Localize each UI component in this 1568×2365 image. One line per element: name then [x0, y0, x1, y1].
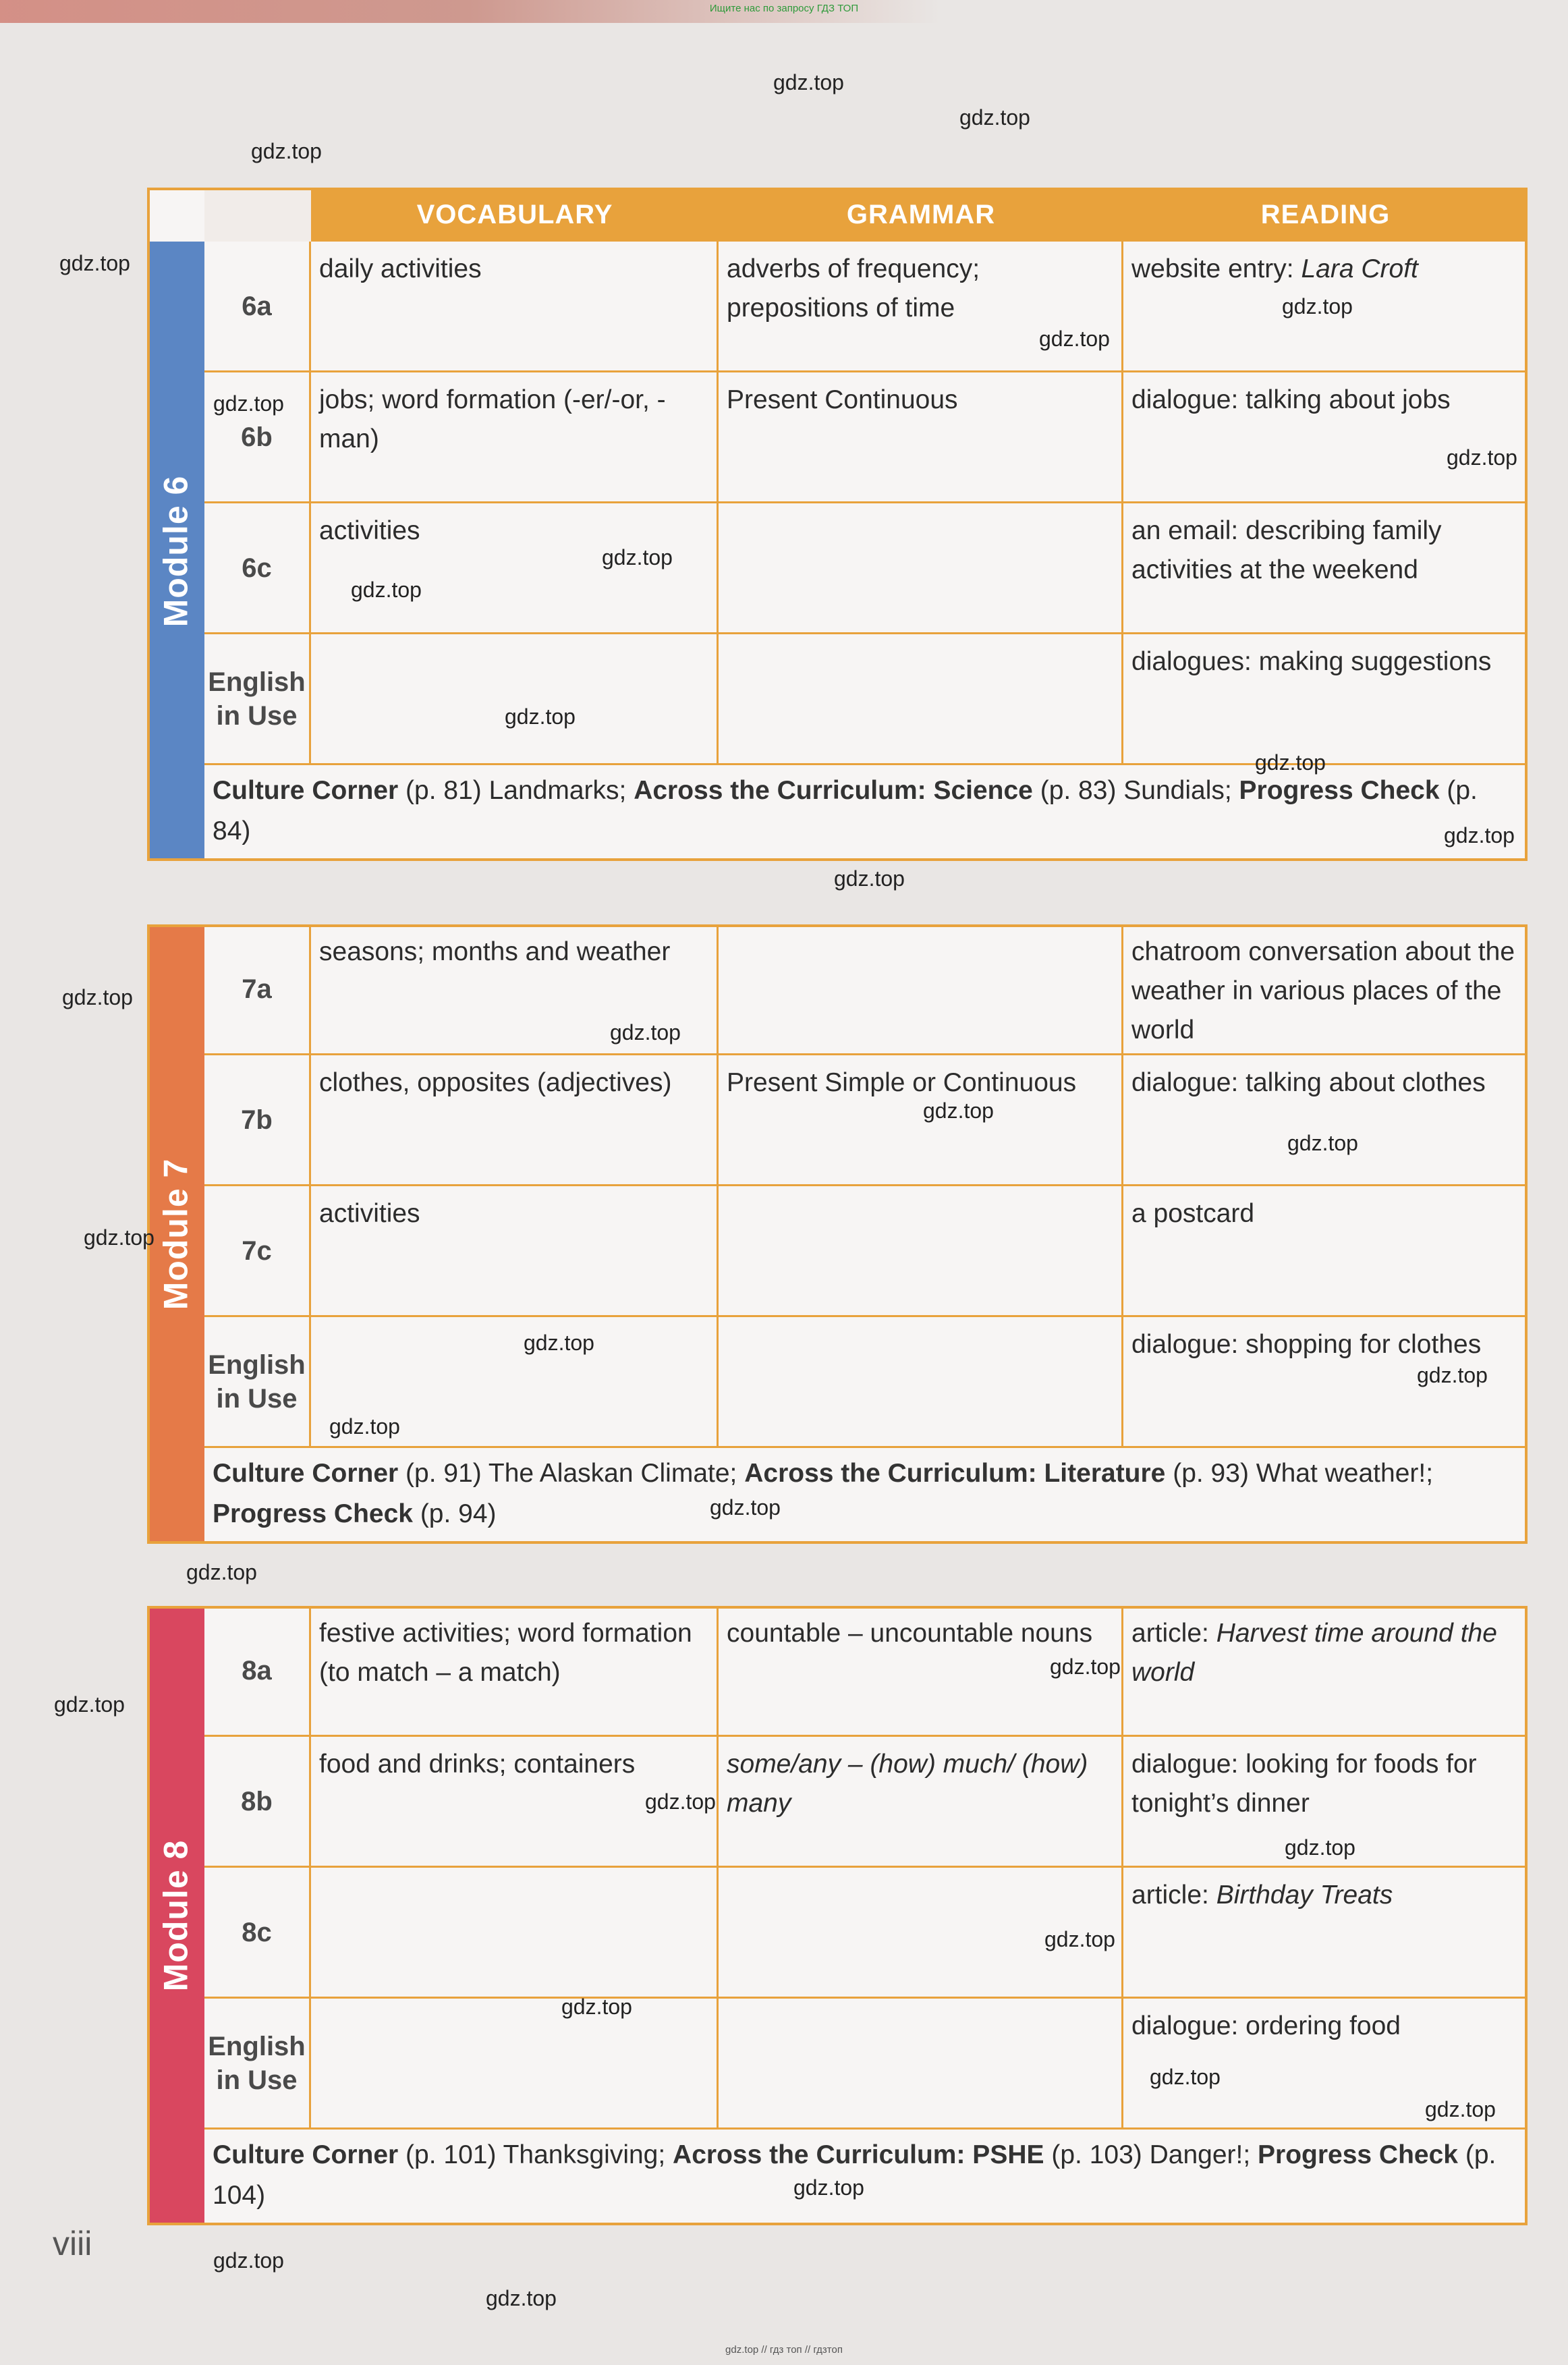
- table-row: [204, 1999, 1528, 2130]
- module-8-block: [147, 1606, 1528, 2225]
- watermark: gdz.top: [505, 704, 576, 729]
- progress-check-text: (p. 104): [213, 2140, 1496, 2210]
- module-6-tab: [147, 242, 204, 861]
- module-7-block: [147, 924, 1528, 1544]
- curriculum-label: Across the Curriculum: PSHE: [673, 2140, 1044, 2169]
- culture-label: Culture Corner: [213, 776, 399, 805]
- vocabulary-cell: activities: [311, 1186, 719, 1317]
- watermark: gdz.top: [351, 578, 422, 602]
- vocabulary-cell: festive activities; word formation (to match – a match): [311, 1606, 719, 1737]
- progress-check-text: (p. 94): [412, 1499, 497, 1528]
- table-row: [204, 634, 1528, 765]
- culture-corner-row: [204, 2130, 1528, 2225]
- watermark: gdz.top: [1417, 1363, 1488, 1387]
- watermark: gdz.top: [251, 139, 322, 163]
- grammar-cell: [719, 924, 1123, 1055]
- header-reading: READING: [1260, 199, 1391, 229]
- reading-text: article:: [1131, 1619, 1216, 1648]
- lesson-code: English in Use: [204, 1999, 311, 2130]
- grammar-cell: Present Simple or Continuous: [719, 1055, 1123, 1186]
- reading-cell: an email: describing family activities at the weekend: [1123, 503, 1528, 634]
- watermark: gdz.top: [1255, 750, 1326, 775]
- reading-cell: [1123, 1868, 1528, 1999]
- watermark: gdz.top: [923, 1098, 994, 1123]
- table-row: [204, 372, 1528, 503]
- reading-cell: dialogues: making suggestions: [1123, 634, 1528, 765]
- module-7-title: Module 7: [157, 1158, 195, 1310]
- culture-text: (p. 91) The Alaskan Climate;: [398, 1459, 745, 1488]
- watermark: gdz.top: [1044, 1927, 1115, 1951]
- curriculum-text: (p. 93) What weather!;: [1165, 1459, 1434, 1488]
- culture-corner-row: [204, 1448, 1528, 1544]
- culture-text: (p. 101) Thanksgiving;: [398, 2140, 673, 2169]
- lesson-code: 8c: [204, 1868, 311, 1999]
- grammar-text: some/any – (how) much/ (how) many: [727, 1750, 1088, 1818]
- module-8-tab: [147, 1606, 204, 2225]
- vocabulary-cell: [311, 634, 719, 765]
- watermark: gdz.top: [59, 251, 130, 275]
- grammar-cell: [719, 1317, 1123, 1448]
- table-row: [204, 924, 1528, 1055]
- reading-cell: dialogue: ordering food: [1123, 1999, 1528, 2130]
- culture-label: Culture Corner: [213, 1459, 399, 1488]
- vocabulary-cell: activities: [311, 503, 719, 634]
- watermark: gdz.top: [524, 1331, 594, 1355]
- reading-cell: dialogue: talking about clothes: [1123, 1055, 1528, 1186]
- reading-text: article:: [1131, 1881, 1216, 1910]
- watermark: gdz.top: [1150, 2065, 1221, 2089]
- table-row: [204, 1186, 1528, 1317]
- watermark: gdz.top: [1285, 1835, 1355, 1860]
- watermark: gdz.top: [959, 105, 1030, 130]
- reading-cell: a postcard: [1123, 1186, 1528, 1317]
- reading-cell: dialogue: looking for foods for tonight’s dinner: [1123, 1737, 1528, 1868]
- header-note: Ищите нас по запросу ГДЗ ТОП: [709, 3, 859, 14]
- watermark: gdz.top: [213, 391, 284, 416]
- watermark: gdz.top: [213, 2248, 284, 2273]
- progress-check-label: Progress Check: [1239, 776, 1440, 805]
- lesson-code: English in Use: [204, 1317, 311, 1448]
- header-grammar: GRAMMAR: [846, 199, 996, 229]
- lesson-code: 8b: [204, 1737, 311, 1868]
- reading-cell: dialogue: talking about jobs: [1123, 372, 1528, 503]
- reading-title: Lara Croft: [1301, 254, 1418, 283]
- watermark: gdz.top: [329, 1414, 400, 1439]
- reading-title: Birthday Treats: [1216, 1881, 1393, 1910]
- module-6-table: [204, 188, 1528, 861]
- watermark: gdz.top: [1287, 1131, 1358, 1155]
- watermark: gdz.top: [62, 985, 133, 1009]
- table-row: [204, 503, 1528, 634]
- watermark: gdz.top: [1447, 445, 1517, 470]
- module-6-title: Module 6: [157, 475, 195, 628]
- watermark: gdz.top: [1444, 823, 1515, 847]
- page-number: viii: [53, 2225, 92, 2262]
- watermark: gdz.top: [710, 1495, 781, 1520]
- watermark: gdz.top: [834, 866, 905, 891]
- reading-text: website entry:: [1131, 254, 1301, 283]
- table-row: [204, 1317, 1528, 1448]
- watermark: gdz.top: [1039, 327, 1110, 351]
- grammar-cell: [719, 503, 1123, 634]
- table-row: [204, 1868, 1528, 1999]
- table-row: [204, 1606, 1528, 1737]
- module-7-table: [204, 924, 1528, 1544]
- reading-cell: dialogue: shopping for clothes: [1123, 1317, 1528, 1448]
- reading-title: Harvest time around the world: [1131, 1619, 1497, 1687]
- culture-text: (p. 81) Landmarks;: [398, 776, 634, 805]
- watermark: gdz.top: [54, 1692, 125, 1717]
- lesson-code: English in Use: [204, 634, 311, 765]
- progress-check-label: Progress Check: [1258, 2140, 1458, 2169]
- curriculum-text: (p. 103) Danger!;: [1044, 2140, 1258, 2169]
- watermark: gdz.top: [610, 1020, 681, 1045]
- module-8-table: [204, 1606, 1528, 2225]
- grammar-cell: adverbs of frequency; prepositions of time: [719, 242, 1123, 372]
- watermark: gdz.top: [602, 545, 673, 569]
- curriculum-label: Across the Curriculum: Science: [634, 776, 1033, 805]
- watermark: gdz.top: [486, 2286, 557, 2310]
- watermark: gdz.top: [645, 1789, 716, 1814]
- vocabulary-cell: jobs; word formation (-er/-or, -man): [311, 372, 719, 503]
- vocabulary-cell: seasons; months and weather: [311, 924, 719, 1055]
- grammar-cell: Present Continuous: [719, 372, 1123, 503]
- watermark: gdz.top: [1050, 1654, 1121, 1679]
- reading-cell: [1123, 1606, 1528, 1737]
- module-7-tab: [147, 924, 204, 1544]
- grammar-cell: [719, 634, 1123, 765]
- watermark: gdz.top: [84, 1225, 155, 1250]
- vocabulary-cell: clothes, opposites (adjectives): [311, 1055, 719, 1186]
- module-8-title: Module 8: [157, 1839, 195, 1992]
- column-header-row: [204, 188, 1528, 242]
- culture-label: Culture Corner: [213, 2140, 399, 2169]
- grammar-cell: countable – uncountable nouns: [719, 1606, 1123, 1737]
- culture-corner-row: [204, 765, 1528, 861]
- vocabulary-cell: [311, 1868, 719, 1999]
- header-vocabulary: VOCABULARY: [416, 199, 613, 229]
- vocabulary-cell: daily activities: [311, 242, 719, 372]
- lesson-code: 7c: [204, 1186, 311, 1317]
- vocabulary-cell: [311, 1999, 719, 2130]
- lesson-code: 6b: [204, 372, 311, 503]
- watermark: gdz.top: [1425, 2097, 1496, 2121]
- grammar-cell: [719, 1999, 1123, 2130]
- table-row: [204, 1055, 1528, 1186]
- progress-check-label: Progress Check: [213, 1499, 413, 1528]
- watermark: gdz.top: [186, 1560, 257, 1584]
- curriculum-text: (p. 83) Sundials;: [1032, 776, 1239, 805]
- watermark: gdz.top: [561, 1995, 632, 2019]
- watermark: gdz.top: [793, 2175, 864, 2200]
- vocabulary-cell: food and drinks; containers: [311, 1737, 719, 1868]
- watermark: gdz.top: [1282, 294, 1353, 318]
- grammar-cell: [719, 1186, 1123, 1317]
- lesson-code: 7b: [204, 1055, 311, 1186]
- grammar-cell: [719, 1737, 1123, 1868]
- footer-note: gdz.top // гдз топ // гдзтоп: [725, 2344, 843, 2356]
- lesson-code: 7a: [204, 924, 311, 1055]
- lesson-code: 6c: [204, 503, 311, 634]
- lesson-code: 6a: [204, 242, 311, 372]
- progress-check-text: (p. 84): [213, 776, 1478, 845]
- watermark: gdz.top: [773, 70, 844, 94]
- reading-cell: chatroom conversation about the weather in various places of the world: [1123, 924, 1528, 1055]
- header-blank: [204, 188, 311, 242]
- lesson-code: 8a: [204, 1606, 311, 1737]
- curriculum-label: Across the Curriculum: Literature: [744, 1459, 1166, 1488]
